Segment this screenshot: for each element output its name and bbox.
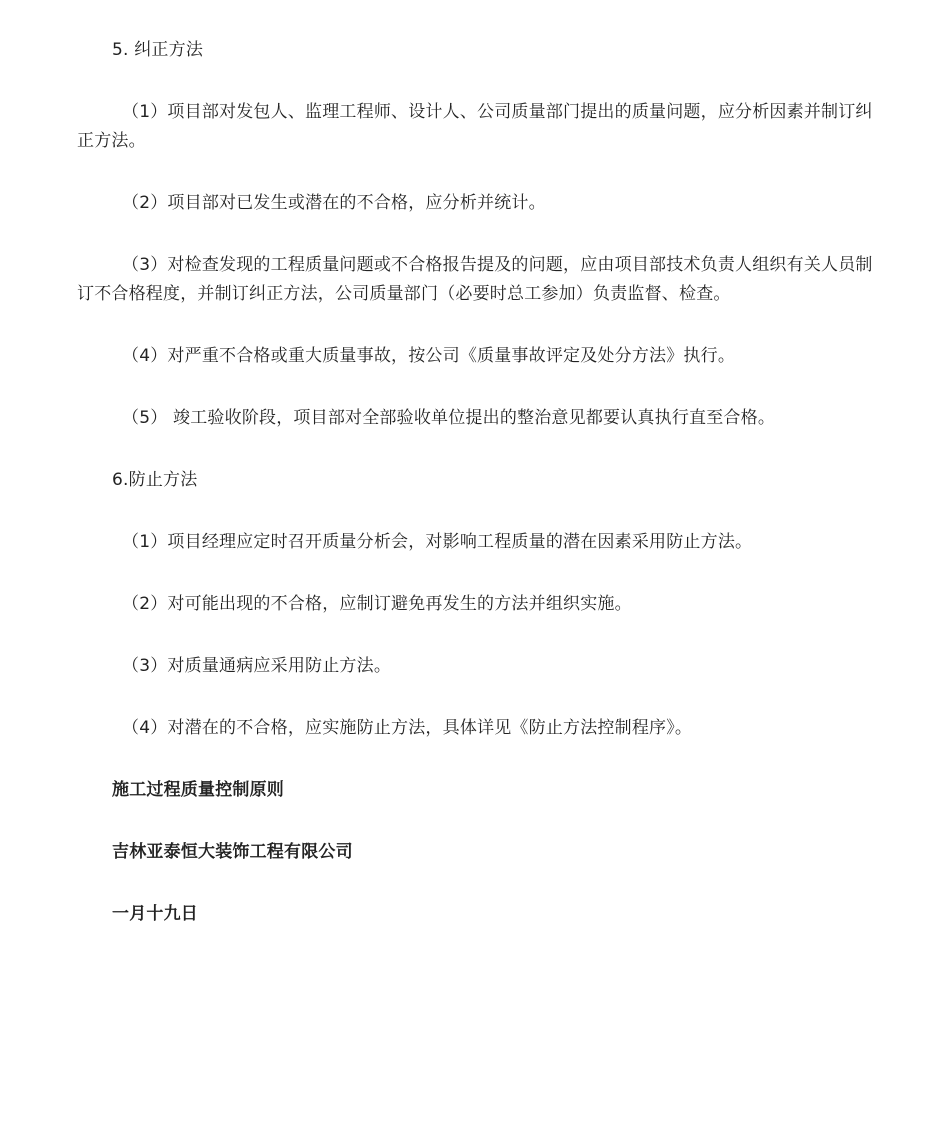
section-6-heading: 6.防止方法 <box>112 470 198 490</box>
section-6-item-3: （3）对质量通病应采用防止方法。 <box>122 656 392 676</box>
section-5-item-5: （5） 竣工验收阶段，项目部对全部验收单位提出的整治意见都要认真执行直至合格。 <box>122 408 776 428</box>
section-6-item-1: （1）项目经理应定时召开质量分析会，对影响工程质量的潜在因素采用防止方法。 <box>122 532 753 552</box>
section-5-item-3: （3）对检查发现的工程质量问题或不合格报告提及的问题，应由项目部技术负责人组织有关人员制订不合格程度，并制订纠正方法，公司质量部门（必要时总工参加）负责监督、检查。 <box>77 255 873 304</box>
section-5-heading: 5. 纠正方法 <box>112 40 204 60</box>
section-5-item-1: （1）项目部对发包人、监理工程师、设计人、公司质量部门提出的质量问题，应分析因素并制订纠正方法。 <box>77 102 873 151</box>
section-6-item-4: （4）对潜在的不合格，应实施防止方法，具体详见《防止方法控制程序》。 <box>122 718 693 738</box>
footer-title: 施工过程质量控制原则 <box>112 780 284 800</box>
section-5-item-2: （2）项目部对已发生或潜在的不合格，应分析并统计。 <box>122 193 546 213</box>
document-date: 一月十九日 <box>112 904 198 924</box>
section-6-item-2: （2）对可能出现的不合格，应制订避免再发生的方法并组织实施。 <box>122 594 632 614</box>
company-name: 吉林亚泰恒大装饰工程有限公司 <box>112 842 353 862</box>
section-5-item-4: （4）对严重不合格或重大质量事故，按公司《质量事故评定及处分方法》执行。 <box>122 346 736 366</box>
